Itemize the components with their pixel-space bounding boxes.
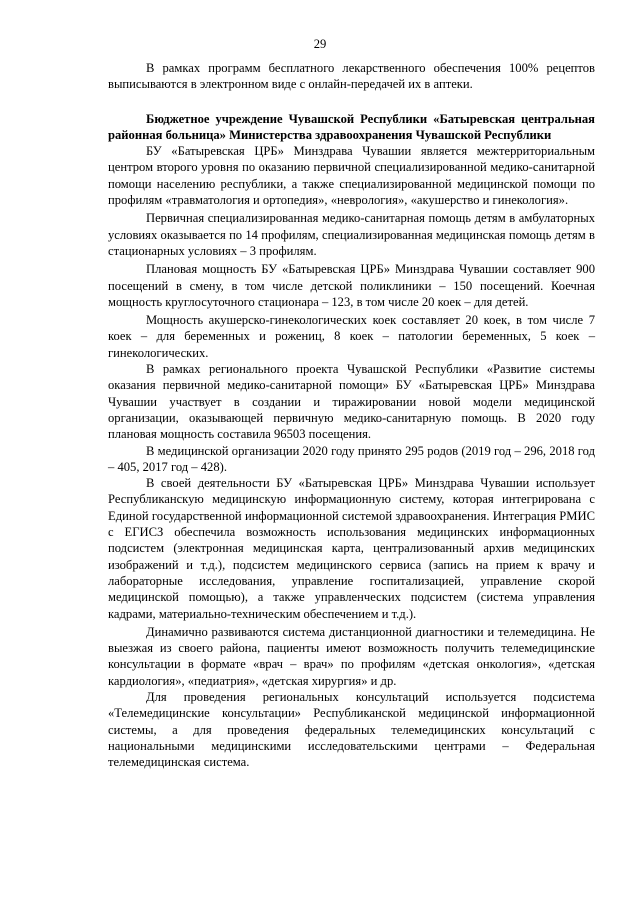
paragraph-children-care: Первичная специализированная медико-санитарная помощь детям в амбулаторных условиях оказывается по 14 профилям, специализированная медицинская помощь детям в стационарных условиях – 3 профилям. xyxy=(108,211,595,258)
page-number: 29 xyxy=(313,37,327,51)
paragraph-center: БУ «Батыревская ЦРБ» Минздрава Чувашии является межтерриториальным центром второго уровня по оказанию первичной специализированной медико-санитарной помощи населению республики, а также специализированной медицинской помощи по профилям «травматология и ортопедия», «неврология», «акушерство и гинекология». xyxy=(108,144,595,208)
section-heading: Бюджетное учреждение Чувашской Республики «Батыревская центральная районная больница» Министерства здравоохранения Чувашской Республики xyxy=(108,111,595,142)
paragraph-capacity: Плановая мощность БУ «Батыревская ЦРБ» Минздрава Чувашии составляет 900 посещений в смену, в том числе детской поликлиники – 150 посещений. Коечная мощность круглосуточного стационара – 123, в том числе 20 коек – для детей. xyxy=(108,262,595,309)
paragraph-information-system: В своей деятельности БУ «Батыревская ЦРБ» Минздрава Чувашии использует Республиканскую медицинскую информационную систему, которая интегрирована с Единой государственной информационной системой здравоохранения. Интеграция РМИС с ЕГИСЗ обеспечила возможность использования медицинских информационных подсистем (электронная медицинская карта, централизованный архив медицинских изображений и т.д.), подсистем медицинского сервиса (запись на прием к врачу и лабораторные исследования, управление госпитализацией, управление скорой медицинской помощью), а также управленческих подсистем (система управления кадрами, материально-техническим обеспечением и т.д.). xyxy=(108,476,595,621)
paragraph-births: В медицинской организации 2020 году принято 295 родов (2019 год – 296, 2018 год – 405, 2017 год – 428). xyxy=(108,443,595,474)
paragraph-obstetric-beds: Мощность акушерско-гинекологических коек составляет 20 коек, в том числе 7 коек – для беременных и рожениц, 8 коек – патологии беременных, 5 коек – гинекологических. xyxy=(108,313,595,360)
paragraph-consultations: Для проведения региональных консультаций используется подсистема «Телемедицинские консультации» Республиканской медицинской информационной системы, а для проведения федеральных телемедицинских консультаций с национальными медицинскими исследовательскими центрами – Федеральная телемедицинская система. xyxy=(108,689,595,770)
paragraph-telemedicine: Динамично развиваются система дистанционной диагностики и телемедицина. Не выезжая из своего района, пациенты имеют возможность получить телемедицинские консультации в формате «врач – врач» по профилям «детская онкология», «детская кардиология», «педиатрия», «детская хирургия» и др. xyxy=(108,624,595,688)
document-body xyxy=(108,60,595,770)
paragraph-prescriptions: В рамках программ бесплатного лекарственного обеспечения 100% рецептов выписываются в электронном виде с онлайн-передачей их в аптеки. xyxy=(108,61,595,92)
paragraph-regional-project: В рамках регионального проекта Чувашской Республики «Развитие системы оказания первичной медико-санитарной помощи» БУ «Батыревская ЦРБ» Минздрава Чувашии участвует в создании и тиражировании новой модели медицинской организации, оказывающей первичную медико-санитарную помощь. В 2020 году плановая мощность составила 96503 посещения. xyxy=(108,362,595,442)
